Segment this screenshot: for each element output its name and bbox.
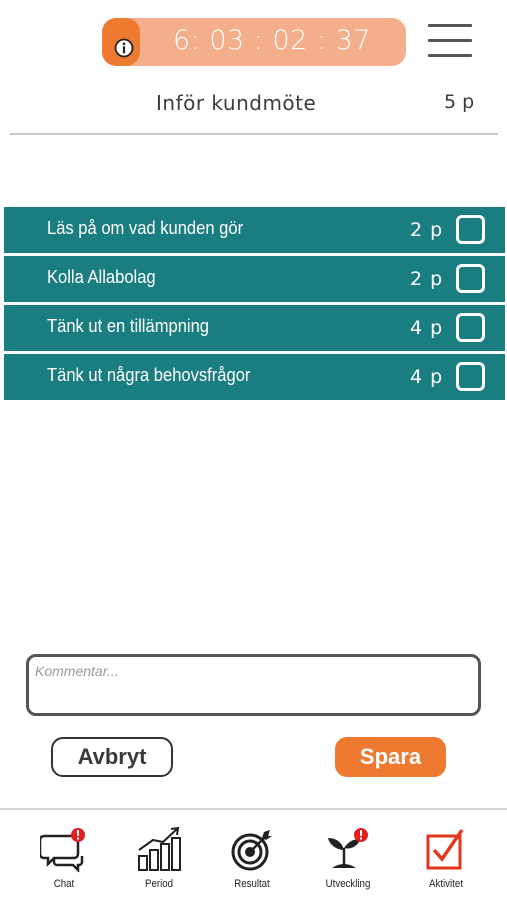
task-checkbox[interactable] bbox=[456, 313, 485, 342]
cancel-button[interactable]: Avbryt bbox=[51, 737, 173, 777]
chat-icon bbox=[40, 826, 88, 872]
countdown-timer bbox=[102, 18, 406, 66]
nav-item-resultat[interactable] bbox=[212, 826, 292, 890]
task-label: Tänk ut några behovsfrågor bbox=[47, 365, 251, 385]
task-points: 4 p bbox=[410, 366, 444, 388]
nav-label-chat: Chat bbox=[53, 878, 75, 890]
task-list bbox=[4, 207, 505, 403]
activity-points: 5 p bbox=[444, 91, 475, 113]
nav-item-chat[interactable] bbox=[24, 826, 104, 890]
task-checkbox[interactable] bbox=[456, 362, 485, 391]
task-row[interactable] bbox=[4, 354, 505, 400]
checkbox-icon bbox=[422, 826, 470, 872]
plant-icon bbox=[324, 826, 372, 872]
nav-item-aktivitet[interactable] bbox=[406, 826, 486, 890]
task-checkbox[interactable] bbox=[456, 215, 485, 244]
nav-item-utveckling[interactable] bbox=[308, 826, 388, 890]
activity-title: Inför kundmöte bbox=[156, 91, 317, 115]
bar-chart-icon bbox=[135, 826, 183, 872]
comment-field[interactable] bbox=[26, 654, 481, 716]
save-button[interactable]: Spara bbox=[335, 737, 446, 777]
task-points: 2 p bbox=[410, 219, 444, 241]
nav-divider bbox=[0, 808, 507, 810]
info-icon bbox=[114, 38, 134, 58]
nav-item-period[interactable] bbox=[119, 826, 199, 890]
task-row[interactable] bbox=[4, 207, 505, 253]
header-divider bbox=[10, 133, 498, 135]
nav-label-period: Period bbox=[145, 878, 173, 890]
nav-label-utveckling: Utveckling bbox=[325, 878, 371, 890]
task-points: 2 p bbox=[410, 268, 444, 290]
task-label: Läs på om vad kunden gör bbox=[47, 218, 244, 238]
task-label: Kolla Allabolag bbox=[47, 267, 156, 287]
task-row[interactable] bbox=[4, 256, 505, 302]
nav-label-resultat: Resultat bbox=[234, 878, 270, 890]
task-row[interactable] bbox=[4, 305, 505, 351]
nav-label-aktivitet: Aktivitet bbox=[429, 878, 463, 890]
info-button[interactable] bbox=[102, 18, 140, 66]
target-icon bbox=[228, 826, 276, 872]
task-checkbox[interactable] bbox=[456, 264, 485, 293]
timer-text: 6: 03 : 02 : 37 bbox=[173, 25, 371, 56]
task-label: Tänk ut en tillämpning bbox=[47, 316, 210, 336]
menu-button[interactable] bbox=[428, 20, 474, 60]
task-points: 4 p bbox=[410, 317, 444, 339]
